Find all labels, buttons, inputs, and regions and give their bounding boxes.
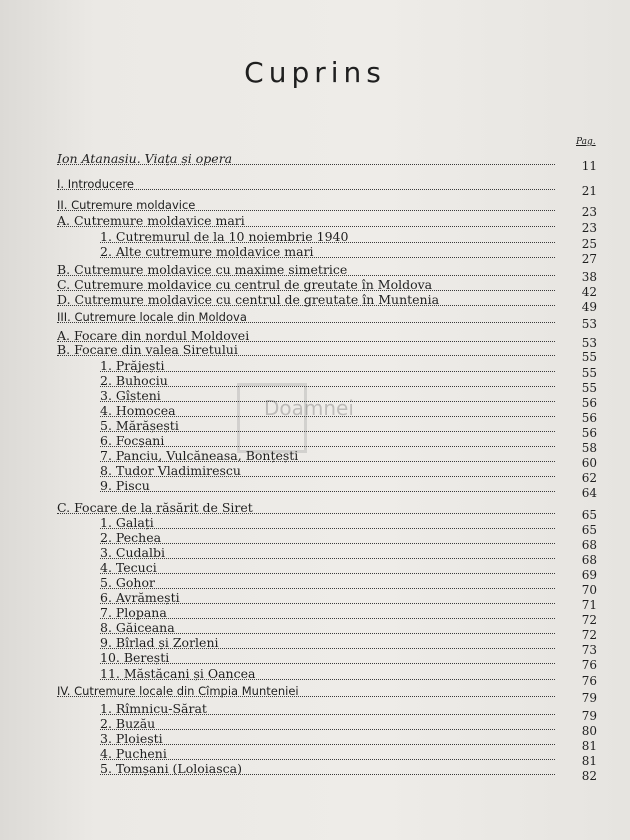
- toc-entry-page-number: 56: [581, 426, 597, 440]
- toc-entry-label: II. Cutremure moldavice: [57, 198, 196, 212]
- toc-entry-label: 4. Tecuci: [100, 560, 157, 575]
- toc-entry-label: 9. Bîrlad și Zorleni: [100, 635, 219, 650]
- toc-entry-page-number: 72: [581, 613, 597, 627]
- toc-entry: [57, 291, 555, 309]
- toc-entry-page-number: 76: [581, 658, 597, 672]
- toc-entry-page-number: 73: [581, 643, 597, 657]
- dot-leader: [100, 559, 555, 574]
- toc-entry-label: I. Introducere: [57, 177, 134, 191]
- watermark-text: Doamnei: [264, 396, 354, 420]
- toc-entry-page-number: 27: [581, 252, 597, 266]
- toc-entry-page-number: 68: [581, 538, 597, 552]
- toc-entry-page-number: 53: [581, 317, 597, 331]
- toc-entry-label: 6. Avrămești: [100, 590, 180, 605]
- toc-entry-page-number: 81: [581, 739, 597, 753]
- toc-entry: [100, 665, 555, 683]
- toc-entry-page-number: 49: [581, 300, 597, 314]
- toc-entry-page-number: 11: [581, 159, 597, 173]
- toc-entry-label: C. Cutremure moldavice cu centrul de greutate în Moldova: [57, 277, 433, 292]
- toc-entry: [100, 477, 555, 495]
- page-title: Cuprins: [244, 56, 386, 89]
- toc-entry: [57, 175, 555, 193]
- toc-entry-label: D. Cutremure moldavice cu centrul de greutate în Muntenia: [57, 292, 440, 307]
- toc-entry-label: 3. Ploiești: [100, 731, 163, 746]
- toc-entry-page-number: 58: [581, 441, 597, 455]
- toc-entry-page-number: 56: [581, 396, 597, 410]
- toc-entry: [57, 150, 555, 168]
- toc-entry-page-number: 79: [581, 709, 597, 723]
- toc-entry-page-number: 65: [581, 508, 597, 522]
- toc-entry-label: 3. Cudalbi: [100, 545, 165, 560]
- toc-entry-label: 1. Galați: [100, 515, 154, 530]
- dot-leader: [100, 514, 555, 529]
- dot-leader: [100, 357, 555, 372]
- toc-entry-label: 9. Piscu: [100, 478, 150, 493]
- toc-entry-page-number: 56: [581, 411, 597, 425]
- dot-leader: [100, 477, 555, 492]
- toc-entry-page-number: 55: [581, 381, 597, 395]
- toc-entry-label: 6. Focșani: [100, 433, 165, 448]
- toc-entry-label: III. Cutremure locale din Moldova: [57, 310, 247, 324]
- toc-entry-page-number: 38: [581, 270, 597, 284]
- toc-entry-page-number: 23: [581, 221, 597, 235]
- toc-entry-label: 2. Alte cutremure moldavice mari: [100, 244, 314, 259]
- toc-entry-label: 1. Rîmnicu-Sărat: [100, 701, 207, 716]
- toc-entry-page-number: 76: [581, 674, 597, 688]
- toc-entry-label: A. Cutremure moldavice mari: [57, 213, 245, 228]
- toc-entry-label: 7. Panciu, Vulcăneasa, Bonțești: [100, 448, 299, 463]
- toc-entry-label: 2. Buhociu: [100, 373, 168, 388]
- page-column-header: Pag.: [576, 137, 596, 147]
- toc-entry-page-number: 62: [581, 471, 597, 485]
- toc-entry: [57, 308, 555, 326]
- toc-entry-label: IV. Cutremure locale din Cîmpia Munteniei: [57, 684, 299, 698]
- toc-entry-label: 5. Gohor: [100, 575, 155, 590]
- toc-entry-label: 4. Homocea: [100, 403, 176, 418]
- toc-entry-label: 2. Buzău: [100, 716, 156, 731]
- toc-entry-page-number: 70: [581, 583, 597, 597]
- toc-entry-page-number: 55: [581, 350, 597, 364]
- toc-entry-page-number: 55: [581, 366, 597, 380]
- toc-entry-label: 1. Prăjești: [100, 358, 165, 373]
- toc-entry-label: 2. Pechea: [100, 530, 162, 545]
- toc-entry-label: 5. Mărășești: [100, 418, 179, 433]
- toc-entry: [100, 243, 555, 261]
- toc-entry-page-number: 64: [581, 486, 597, 500]
- toc-entry-page-number: 23: [581, 205, 597, 219]
- toc-entry-page-number: 42: [581, 285, 597, 299]
- toc-entry-label: A. Focare din nordul Moldovei: [57, 328, 250, 343]
- toc-entry-label: 3. Gîșteni: [100, 388, 161, 403]
- toc-entry-label: 8. Găiceana: [100, 620, 175, 635]
- dot-leader: [100, 715, 555, 730]
- toc-entry-label: B. Cutremure moldavice cu maxime simetrice: [57, 262, 348, 277]
- toc-entry-label: B. Focare din valea Siretului: [57, 342, 238, 357]
- dot-leader: [100, 387, 555, 402]
- toc-entry-page-number: 79: [581, 691, 597, 705]
- dot-leader: [100, 529, 555, 544]
- toc-entry-page-number: 82: [581, 769, 597, 783]
- toc-entry-page-number: 81: [581, 754, 597, 768]
- toc-entry-page-number: 69: [581, 568, 597, 582]
- toc-entry-page-number: 72: [581, 628, 597, 642]
- dot-leader: [100, 544, 555, 559]
- toc-entry-page-number: 71: [581, 598, 597, 612]
- toc-entry-label: 11. Măstăcani și Oancea: [100, 666, 256, 681]
- toc-entry-page-number: 25: [581, 237, 597, 251]
- toc-entry-label: Ion Atanasiu. Viața și opera: [57, 151, 233, 166]
- toc-entry-page-number: 80: [581, 724, 597, 738]
- toc-entry-label: 8. Tudor Vladimirescu: [100, 463, 241, 478]
- toc-entry-label: C. Focare de la răsărit de Siret: [57, 500, 253, 515]
- toc-entry-label: 7. Plopana: [100, 605, 167, 620]
- toc-entry-label: 5. Tomșani (Loloiasca): [100, 761, 242, 776]
- dot-leader: [100, 574, 555, 589]
- toc-entry-label: 10. Berești: [100, 650, 170, 665]
- toc-entry-label: 1. Cutremurul de la 10 noiembrie 1940: [100, 229, 349, 244]
- toc-entry-page-number: 68: [581, 553, 597, 567]
- dot-leader: [100, 432, 555, 447]
- toc-entry-page-number: 65: [581, 523, 597, 537]
- toc-entry: [57, 682, 555, 700]
- toc-entry-page-number: 21: [581, 184, 597, 198]
- toc-entry-label: 4. Pucheni: [100, 746, 167, 761]
- toc-entry-page-number: 53: [581, 336, 597, 350]
- dot-leader: [100, 730, 555, 745]
- toc-entry-page-number: 60: [581, 456, 597, 470]
- toc-entry: [100, 760, 555, 778]
